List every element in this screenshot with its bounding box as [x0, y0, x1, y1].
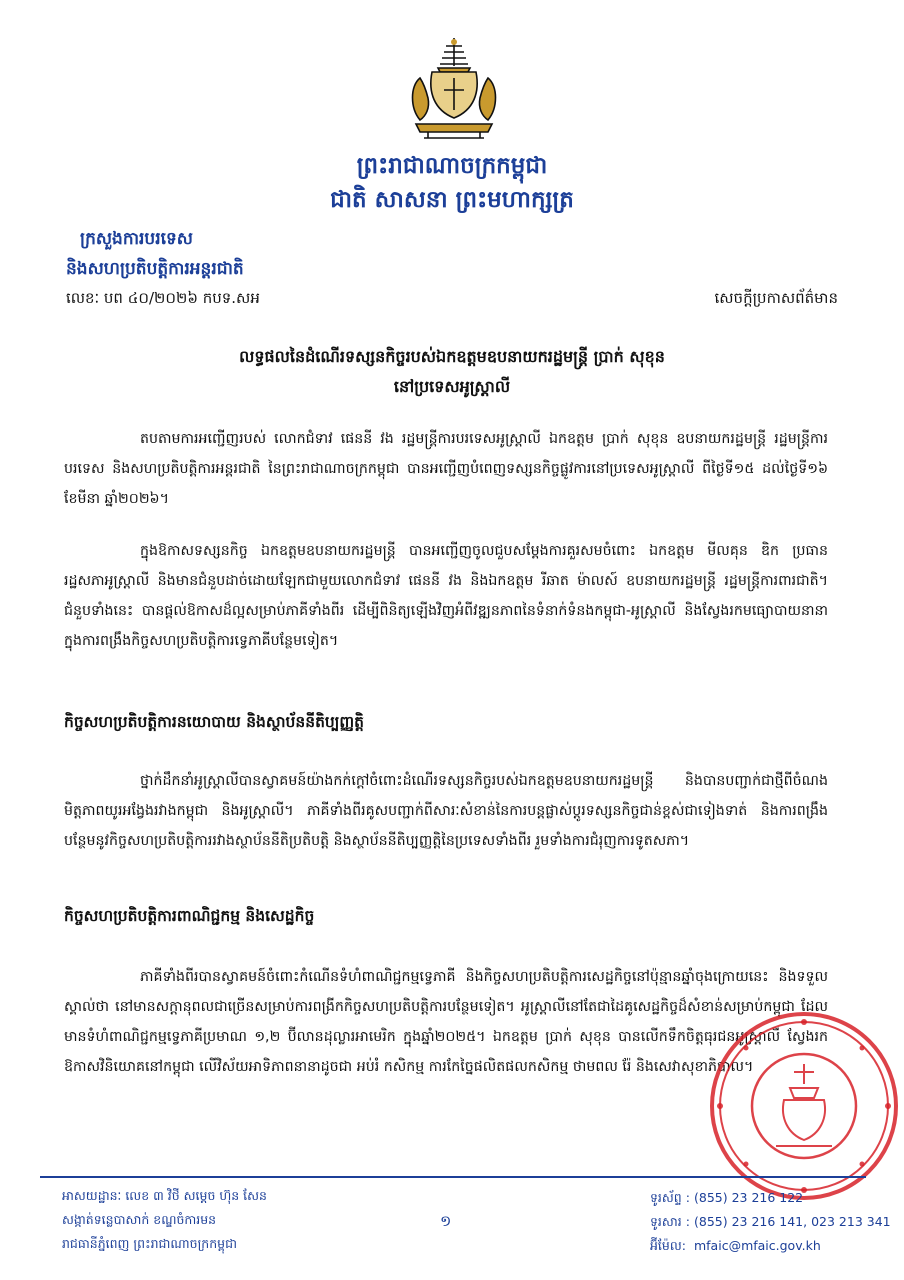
body-paragraph-3 [64, 766, 828, 856]
telephone-value: (855) 23 216 122 [693, 1190, 804, 1205]
paragraph-text: ក្នុងឱកាសទស្សនកិច្ច ឯកឧត្តមឧបនាយករដ្ឋមន្ត្រី បានអញ្ជើញចូលជួបសម្តែងការគួរសមចំពោះ ឯកឧត្តម មីលគុន ឌិក ប្រធានរដ្ឋសភាអូស្ត្រាលី និងមានជំនួបដាច់ដោយឡែកជាមួយលោកជំទាវ ផេននី វង និងឯកឧត្តម រីឆាត ម៉ាលស៍ ឧបនាយករដ្ឋមន្ត្រី រដ្ឋមន្ត្រីការពារជាតិ។ ជំនួបទាំងនេះ បានផ្តល់ឱកាសដ៏ល្អសម្រាប់ភាគីទាំងពីរ ដើម្បីពិនិត្យឡើងវិញអំពីវឌ្ឍនភាពនៃទំនាក់ទំនងកម្ពុជា-អូស្ត្រាលី និងស្វែងរកមធ្យោបាយនានាក្នុងការពង្រឹងកិច្ចសហប្រតិបត្តិការទ្វេភាគីបន្ថែមទៀត។ [64, 543, 828, 649]
telephone-label: ទូរស័ព្ទ : [650, 1190, 690, 1205]
footer-fax [650, 1214, 891, 1233]
paragraph-text: ថ្នាក់ដឹកនាំអូស្ត្រាលីបានស្វាគមន៍យ៉ាងកក់ក្តៅចំពោះដំណើរទស្សនកិច្ចរបស់ឯកឧត្តមឧបនាយករដ្ឋមន្ត្រី និងបានបញ្ជាក់ជាថ្មីពីចំណងមិត្តភាពយូរអង្វែងរវាងកម្ពុជា និងអូស្ត្រាលី។ ភាគីទាំងពីរគូសបញ្ជាក់ពីសារៈសំខាន់នៃការបន្តផ្លាស់ប្តូរទស្សនកិច្ចជាន់ខ្ពស់ជាទៀងទាត់ និងការពង្រឹងបន្ថែមនូវកិច្ចសហប្រតិបត្តិការរវាងស្ថាប័ននីតិប្រតិបត្តិ និងស្ថាប័ននីតិប្បញ្ញត្តិនៃប្រទេសទាំងពីរ រួមទាំងការជំរុញការទូតសភា។ [64, 773, 828, 849]
email-label: អ៊ីម៉ែល: [650, 1238, 686, 1253]
footer-address-line3: រាជធានីភ្នំពេញ ព្រះរាជាណាចក្រកម្ពុជា [62, 1236, 237, 1251]
paragraph-text: តបតាមការអញ្ជើញរបស់ លោកជំទាវ ផេននី វង រដ្ឋមន្ត្រីការបរទេសអូស្ត្រាលី ឯកឧត្តម ប្រាក់ សុខុន ឧបនាយករដ្ឋមន្ត្រី រដ្ឋមន្ត្រីការបរទេស និងសហប្រតិបត្តិការអន្តរជាតិ នៃព្រះរាជាណាចក្រកម្ពុជា បានអញ្ជើញបំពេញទស្សនកិច្ចផ្លូវការនៅប្រទេសអូស្ត្រាលី ពីថ្ងៃទី១៥ ដល់ថ្ងៃទី១៦ ខែមីនា ឆ្នាំ២០២៦។ [64, 431, 828, 507]
section-heading-trade: កិច្ចសហប្រតិបត្តិការពាណិជ្ជកម្ម និងសេដ្ឋកិច្ច [64, 907, 315, 925]
footer-email [650, 1238, 821, 1257]
footer-address-line1: អាសយដ្ឋានៈ លេខ ៣ វិថី សម្តេច ហ៊ុន សែន [62, 1188, 267, 1203]
body-paragraph-1 [64, 424, 828, 514]
ministry-seal-stamp-icon [706, 1008, 902, 1204]
email-value[interactable]: mfaic@mfaic.gov.kh [693, 1238, 821, 1253]
royal-coat-of-arms-icon [398, 32, 510, 144]
paragraph-text: ភាគីទាំងពីរបានស្វាគមន៍ចំពោះកំណើនទំហំពាណិជ្ជកម្មទ្វេភាគី និងកិច្ចសហប្រតិបត្តិការសេដ្ឋកិច្ចនៅប៉ុន្មានឆ្នាំចុងក្រោយនេះ និងទទួលស្គាល់ថា នៅមានសក្តានុពលជាច្រើនសម្រាប់ការពង្រីកកិច្ចសហប្រតិបត្តិការបន្ថែមទៀត។ អូស្ត្រាលីនៅតែជាដៃគូសេដ្ឋកិច្ចដ៏សំខាន់សម្រាប់កម្ពុជា ដែលមានទំហំពាណិជ្ជកម្មទ្វេភាគីប្រមាណ ១,២ ប៊ីលានដុល្លារអាមេរិក ក្នុងឆ្នាំ២០២៥។ ឯកឧត្តម ប្រាក់ សុខុន បានលើកទឹកចិត្តធុរជនអូស្ត្រាលី ស្វែងរកឱកាសវិនិយោគនៅកម្ពុជា លើវិស័យអាទិភាពនានាដូចជា អប់រំ កសិកម្ម ការកែច្នៃផលិតផលកសិកម្ម ថាមពល រ៉ែ និងសេវាសុខាភិបាល។ [64, 969, 828, 1075]
national-motto: ជាតិ សាសនា ព្រះមហាក្សត្រ [330, 187, 574, 213]
document-title-line1: លទ្ធផលនៃដំណើរទស្សនកិច្ចរបស់ឯកឧត្តមឧបនាយករដ្ឋមន្ត្រី ប្រាក់ សុខុន [239, 347, 665, 366]
footer-divider [40, 1176, 866, 1178]
document-title-line2: នៅប្រទេសអូស្ត្រាលី [393, 377, 511, 396]
footer-address-line2: សង្កាត់ទន្លេបាសាក់ ខណ្ឌចំការមន [62, 1212, 217, 1227]
section-heading-political: កិច្ចសហប្រតិបត្តិការនយោបាយ និងស្ថាប័ននីតិប្បញ្ញត្តិ [64, 713, 364, 731]
kingdom-name: ព្រះរាជាណាចក្រកម្ពុជា [356, 153, 548, 179]
page-number: ១ [440, 1212, 452, 1230]
ministry-name-line1: ក្រសួងការបរទេស [80, 229, 193, 249]
footer-telephone [650, 1190, 803, 1209]
ministry-name-line2: និងសហប្រតិបត្តិការអន្តរជាតិ [66, 259, 244, 279]
reference-number: លេខៈ បព ៤០/២០២៦ កបទ.សអ [66, 289, 260, 307]
fax-value: (855) 23 216 141, 023 213 341 [693, 1214, 891, 1229]
document-type: សេចក្តីប្រកាសព័ត៌មាន [714, 289, 838, 307]
body-paragraph-2 [64, 536, 828, 656]
fax-label: ទូរសារ : [650, 1214, 690, 1229]
